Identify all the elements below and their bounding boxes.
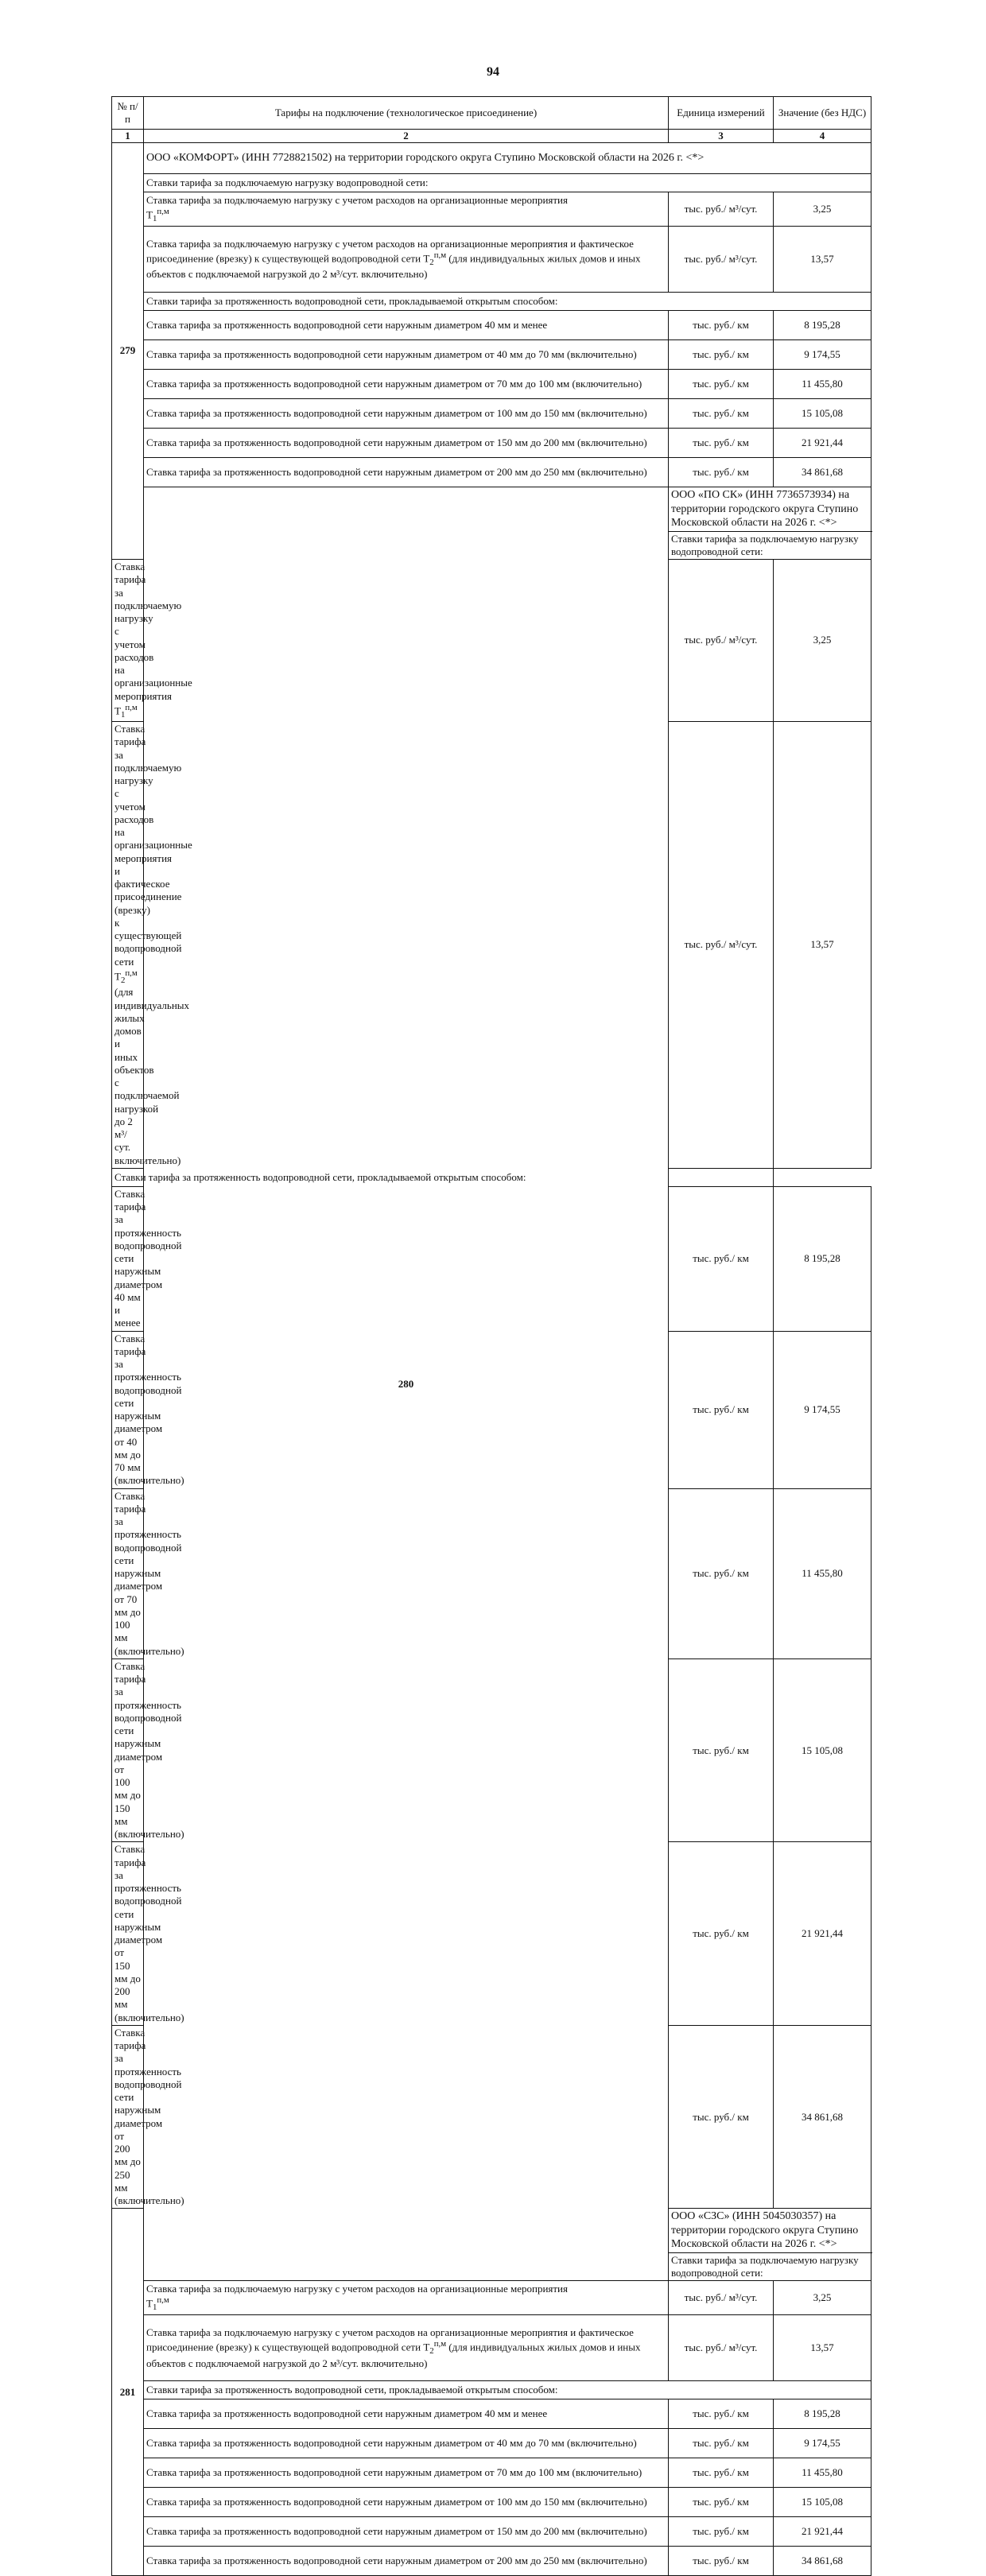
diameter-rate-value: 34 861,68	[774, 2547, 871, 2576]
column-number-row	[112, 130, 871, 143]
diameter-rate-value: 8 195,28	[774, 1186, 871, 1331]
tariff-t2-text: Ставка тарифа за подключаемую нагрузку с учетом расходов на организационные мероприятия и фактическое присоединение (врезку) к существующей водопроводной сети T	[115, 723, 192, 983]
tariff-t2-unit: тыс. руб./ м³/сут.	[669, 227, 774, 293]
diameter-rate-value: 34 861,68	[774, 458, 871, 487]
section-length-row	[112, 1168, 871, 1186]
diameter-rate-description: Ставка тарифа за протяженность водопроводной сети наружным диаметром от 40 мм до 70 мм (включительно)	[112, 1331, 144, 1488]
section-length-title: Ставки тарифа за протяженность водопроводной сети, прокладываемой открытым способом:	[112, 1168, 774, 1186]
tariff-t2-value: 13,57	[774, 227, 871, 293]
diameter-rate-unit: тыс. руб./ км	[669, 1488, 774, 1658]
diameter-rate-description: Ставка тарифа за протяженность водопроводной сети наружным диаметром от 70 мм до 100 мм (включительно)	[144, 2458, 669, 2488]
section-load-row	[112, 174, 871, 192]
tariff-t1-row	[112, 192, 871, 227]
diameter-rate-description: Ставка тарифа за протяженность водопроводной сети наружным диаметром от 150 мм до 200 мм (включительно)	[144, 2517, 669, 2547]
diameter-rate-description: Ставка тарифа за протяженность водопроводной сети наружным диаметром от 150 мм до 200 мм (включительно)	[144, 429, 669, 458]
table-row	[112, 2547, 871, 2576]
diameter-rate-description: Ставка тарифа за протяженность водопроводной сети наружным диаметром от 100 мм до 150 мм (включительно)	[144, 399, 669, 429]
organization-row	[112, 143, 871, 174]
tariff-t1-value: 3,25	[774, 2281, 871, 2315]
diameter-rate-value: 9 174,55	[774, 2429, 871, 2458]
column-number-1: 1	[112, 130, 144, 143]
table-row	[112, 2458, 871, 2488]
table-row	[112, 429, 871, 458]
header-value: Значение (без НДС)	[774, 97, 871, 130]
column-number-2: 2	[144, 130, 669, 143]
tariff-t1-unit: тыс. руб./ м³/сут.	[669, 560, 774, 722]
tariff-t1-description	[144, 192, 669, 227]
tariff-t1-subscript: 1	[120, 709, 126, 720]
diameter-rate-description: Ставка тарифа за протяженность водопроводной сети наружным диаметром 40 мм и менее	[144, 2399, 669, 2429]
row-number: 280	[144, 487, 669, 2281]
row-number: 281	[112, 2209, 144, 2576]
table-header	[112, 97, 871, 143]
organization-row	[112, 487, 871, 532]
diameter-rate-value: 9 174,55	[774, 340, 871, 370]
diameter-rate-description: Ставка тарифа за протяженность водопроводной сети наружным диаметром от 100 мм до 150 мм (включительно)	[144, 2488, 669, 2517]
diameter-rate-value: 21 921,44	[774, 2517, 871, 2547]
tariff-t1-subscript: 1	[152, 2302, 157, 2313]
diameter-rate-unit: тыс. руб./ км	[669, 311, 774, 340]
header-row	[112, 97, 871, 130]
tariff-t1-text: Ставка тарифа за подключаемую нагрузку с учетом расходов на организационные мероприятия	[146, 2283, 568, 2295]
tariff-t1-superscript: п,м	[125, 702, 138, 712]
tariff-t2-superscript: п,м	[433, 2339, 447, 2349]
tariff-t2-unit: тыс. руб./ м³/сут.	[669, 722, 774, 1169]
tariff-t2-value: 13,57	[774, 2315, 871, 2381]
tariff-t2-superscript: п,м	[433, 250, 447, 260]
table-row	[112, 2429, 871, 2458]
diameter-rate-unit: тыс. руб./ км	[669, 2547, 774, 2576]
tariff-t2-description	[144, 2315, 669, 2381]
diameter-rate-value: 11 455,80	[774, 1488, 871, 1658]
tariff-t1-subscript: 1	[152, 213, 157, 223]
tariff-t1-superscript: п,м	[157, 206, 169, 216]
diameter-rate-value: 21 921,44	[774, 429, 871, 458]
diameter-rate-description: Ставка тарифа за протяженность водопроводной сети наружным диаметром от 150 мм до 200 мм (включительно)	[112, 1842, 144, 2026]
row-number: 279	[112, 143, 144, 560]
diameter-rate-unit: тыс. руб./ км	[669, 2025, 774, 2209]
tariff-t2-text-cont: (для индивидуальных жилых домов и иных объектов с подключаемой нагрузкой до 2 м³/сут. включительно)	[146, 2341, 641, 2369]
section-length-row	[112, 2381, 871, 2399]
column-number-3: 3	[669, 130, 774, 143]
diameter-rate-value: 11 455,80	[774, 2458, 871, 2488]
tariff-t2-description	[112, 722, 192, 1169]
diameter-rate-description: Ставка тарифа за протяженность водопроводной сети наружным диаметром от 70 мм до 100 мм (включительно)	[112, 1488, 144, 1658]
tariff-t1-text: Ставка тарифа за подключаемую нагрузку с учетом расходов на организационные мероприятия	[146, 193, 568, 206]
diameter-rate-description: Ставка тарифа за протяженность водопроводной сети наружным диаметром от 100 мм до 150 мм (включительно)	[112, 1658, 144, 1842]
diameter-rate-unit: тыс. руб./ км	[669, 370, 774, 399]
diameter-rate-unit: тыс. руб./ км	[669, 1186, 774, 1331]
table-row	[112, 2399, 871, 2429]
tariff-t2-superscript: п,м	[125, 968, 138, 978]
diameter-rate-unit: тыс. руб./ км	[669, 1331, 774, 1488]
diameter-rate-description: Ставка тарифа за протяженность водопроводной сети наружным диаметром 40 мм и менее	[144, 311, 669, 340]
organization-title: ООО «КОМФОРТ» (ИНН 7728821502) на территории городского округа Ступино Московской области на 2026 г. <*>	[144, 143, 871, 174]
table-row	[112, 370, 871, 399]
diameter-rate-value: 8 195,28	[774, 311, 871, 340]
diameter-rate-description: Ставка тарифа за протяженность водопроводной сети наружным диаметром от 200 мм до 250 мм (включительно)	[112, 2025, 144, 2209]
tariff-t1-description	[144, 2281, 669, 2315]
diameter-rate-value: 34 861,68	[774, 2025, 871, 2209]
diameter-rate-description: Ставка тарифа за протяженность водопроводной сети наружным диаметром от 40 мм до 70 мм (включительно)	[144, 2429, 669, 2458]
diameter-rate-unit: тыс. руб./ км	[669, 458, 774, 487]
tariff-t2-text: Ставка тарифа за подключаемую нагрузку с учетом расходов на организационные мероприятия и фактическое присоединение (врезку) к существующей водопроводной сети T	[146, 237, 634, 265]
diameter-rate-unit: тыс. руб./ км	[669, 2488, 774, 2517]
diameter-rate-unit: тыс. руб./ км	[669, 399, 774, 429]
tariff-t2-text-cont: (для индивидуальных жилых домов и иных объектов с подключаемой нагрузкой до 2 м³/сут. включительно)	[146, 252, 641, 281]
table-row	[112, 2517, 871, 2547]
diameter-rate-unit: тыс. руб./ км	[669, 1658, 774, 1842]
organization-title: ООО «СЗС» (ИНН 5045030357) на территории городского округа Ступино Московской области на 2026 г. <*>	[669, 2209, 871, 2253]
section-length-row	[112, 293, 871, 311]
diameter-rate-description: Ставка тарифа за протяженность водопроводной сети наружным диаметром от 200 мм до 250 мм (включительно)	[144, 2547, 669, 2576]
tariff-t2-description	[144, 227, 669, 293]
diameter-rate-unit: тыс. руб./ км	[669, 2517, 774, 2547]
diameter-rate-unit: тыс. руб./ км	[669, 2458, 774, 2488]
tariff-t1-value: 3,25	[774, 192, 871, 227]
diameter-rate-value: 15 105,08	[774, 399, 871, 429]
tariff-t2-text-cont: (для индивидуальных жилых домов и иных объектов с подключаемой нагрузкой до 2 м³/сут. включительно)	[115, 986, 190, 1166]
diameter-rate-unit: тыс. руб./ км	[669, 2399, 774, 2429]
diameter-rate-value: 21 921,44	[774, 1842, 871, 2026]
tariff-t2-subscript: 2	[120, 975, 126, 985]
tariff-t1-unit: тыс. руб./ м³/сут.	[669, 192, 774, 227]
tariff-t1-symbol: T	[146, 208, 153, 221]
diameter-rate-value: 15 105,08	[774, 2488, 871, 2517]
tariff-table	[111, 96, 871, 2576]
section-load-title: Ставки тарифа за подключаемую нагрузку водопроводной сети:	[669, 531, 871, 560]
section-length-title: Ставки тарифа за протяженность водопроводной сети, прокладываемой открытым способом:	[144, 293, 871, 311]
tariff-t2-unit: тыс. руб./ м³/сут.	[669, 2315, 774, 2381]
tariff-t1-symbol: T	[115, 704, 121, 717]
table-row	[112, 2488, 871, 2517]
tariff-t1-symbol: T	[146, 2297, 153, 2310]
tariff-t1-description	[112, 560, 192, 722]
tariff-t1-row	[112, 2281, 871, 2315]
tariff-t1-value: 3,25	[774, 560, 871, 722]
tariff-t2-subscript: 2	[429, 257, 434, 267]
header-number: № п/п	[112, 97, 144, 130]
tariff-t2-row	[112, 2315, 871, 2381]
diameter-rate-description: Ставка тарифа за протяженность водопроводной сети наружным диаметром от 200 мм до 250 мм (включительно)	[144, 458, 669, 487]
tariff-t2-row	[112, 227, 871, 293]
organization-title: ООО «ПО СК» (ИНН 7736573934) на территории городского округа Ступино Московской области на 2026 г. <*>	[669, 487, 871, 532]
tariff-t1-unit: тыс. руб./ м³/сут.	[669, 2281, 774, 2315]
tariff-t2-subscript: 2	[429, 2346, 434, 2357]
diameter-rate-description: Ставка тарифа за протяженность водопроводной сети наружным диаметром от 70 мм до 100 мм (включительно)	[144, 370, 669, 399]
page-number: 94	[487, 65, 499, 79]
table-row	[112, 399, 871, 429]
tariff-t1-text: Ставка тарифа за подключаемую нагрузку с учетом расходов на организационные мероприятия	[115, 561, 192, 702]
tariff-t2-text: Ставка тарифа за подключаемую нагрузку с учетом расходов на организационные мероприятия и фактическое присоединение (врезку) к существующей водопроводной сети T	[146, 2326, 634, 2353]
diameter-rate-unit: тыс. руб./ км	[669, 429, 774, 458]
tariff-t2-value: 13,57	[774, 722, 871, 1169]
column-number-4: 4	[774, 130, 871, 143]
section-length-title: Ставки тарифа за протяженность водопроводной сети, прокладываемой открытым способом:	[144, 2381, 871, 2399]
table-row	[112, 458, 871, 487]
diameter-rate-unit: тыс. руб./ км	[669, 1842, 774, 2026]
table-row	[112, 311, 871, 340]
diameter-rate-unit: тыс. руб./ км	[669, 2429, 774, 2458]
header-tariffs: Тарифы на подключение (технологическое присоединение)	[144, 97, 669, 130]
diameter-rate-unit: тыс. руб./ км	[669, 340, 774, 370]
table-row	[112, 340, 871, 370]
diameter-rate-value: 11 455,80	[774, 370, 871, 399]
tariff-t1-superscript: п,м	[157, 2295, 169, 2306]
section-load-title: Ставки тарифа за подключаемую нагрузку водопроводной сети:	[669, 2252, 871, 2281]
table-body	[112, 143, 871, 2576]
diameter-rate-description: Ставка тарифа за протяженность водопроводной сети наружным диаметром от 40 мм до 70 мм (включительно)	[144, 340, 669, 370]
diameter-rate-description: Ставка тарифа за протяженность водопроводной сети наружным диаметром 40 мм и менее	[112, 1186, 144, 1331]
diameter-rate-value: 8 195,28	[774, 2399, 871, 2429]
section-load-title: Ставки тарифа за подключаемую нагрузку водопроводной сети:	[144, 174, 871, 192]
header-unit: Единица измерений	[669, 97, 774, 130]
diameter-rate-value: 9 174,55	[774, 1331, 871, 1488]
diameter-rate-value: 15 105,08	[774, 1658, 871, 1842]
